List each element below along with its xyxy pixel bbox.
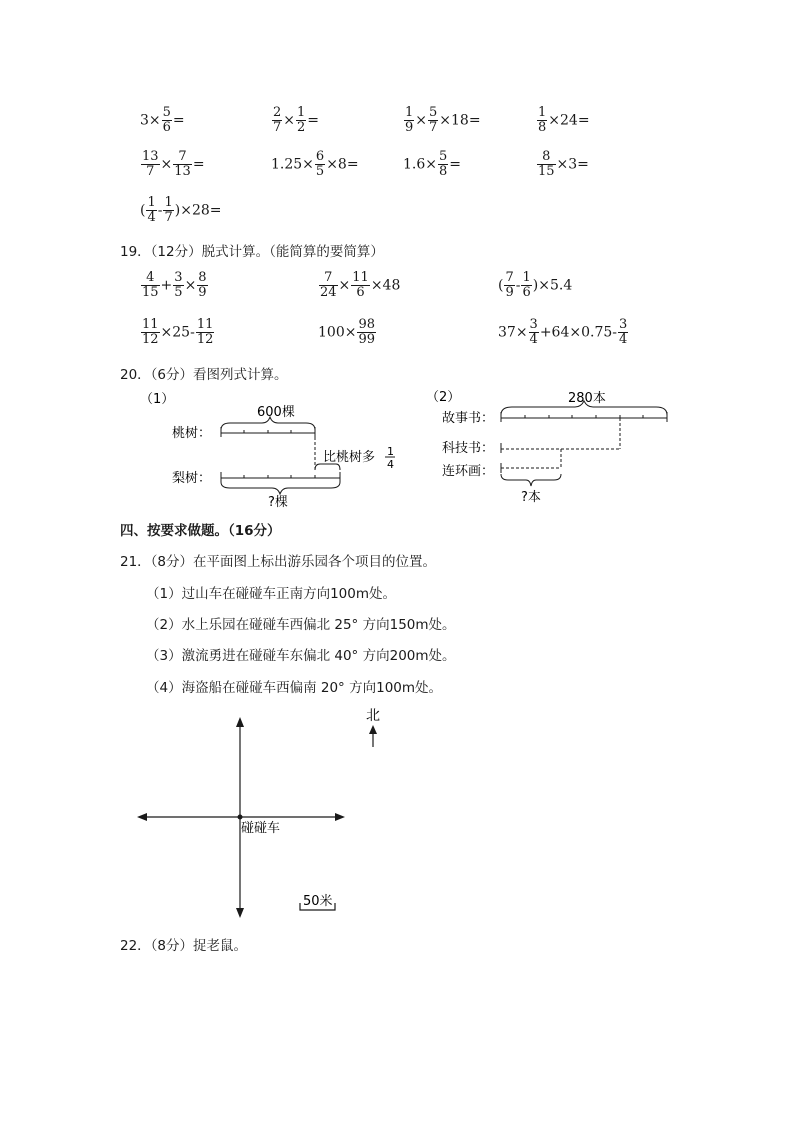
q20-part1-compare-num: 1 [387, 445, 394, 458]
q21-map [0, 695, 794, 925]
axis-arrow-up [236, 717, 244, 727]
q20-part1-row2-label: 梨树： [172, 471, 212, 486]
q18-item-8: $\frac{8}{15}$ ×3= [538, 149, 589, 179]
north-arrow-head [369, 725, 377, 734]
q18-item-3: $\frac{1}{9}$ × $\frac{5}{7}$ ×18= [405, 105, 481, 135]
q20-diagrams [0, 0, 794, 520]
axis-arrow-down [236, 908, 244, 918]
q20-part1-label: （1） [140, 392, 175, 407]
q19-item-1: $\frac{4}{15}$ + $\frac{3}{5}$ × $\frac{8}{9}$ [142, 270, 207, 300]
q20-part2-row1-label: 故事书： [442, 411, 495, 426]
q18-item-5: $\frac{13}{7}$ × $\frac{7}{13}$ = [142, 149, 205, 179]
q21-item-4: （4）海盗船在碰碰车西偏南 20° 方向100m处。 [146, 680, 443, 696]
q20-part2-science-bar [501, 443, 620, 468]
q19-item-2: $\frac{7}{24}$ × $\frac{11}{6}$ ×48 [320, 270, 401, 300]
axis-arrow-left [137, 813, 147, 821]
q20-part1-compare-den: 4 [387, 458, 394, 471]
q21-item-3: （3）激流勇进在碰碰车东偏北 40° 方向200m处。 [146, 648, 456, 664]
q20-part2-bottom-brace [501, 474, 561, 486]
q20-part2-comic-bar [501, 463, 561, 473]
q20-part2-row2-label: 科技书： [442, 441, 495, 456]
q22-title: 22．（8分）捉老鼠。 [120, 938, 248, 954]
q18-item-6: 1.25× $\frac{6}{5}$ ×8= [271, 149, 359, 179]
q20-part2-unknown: ?本 [521, 490, 541, 505]
axis-arrow-right [335, 813, 345, 821]
q20-part2-row3-label: 连环画： [442, 464, 495, 479]
q21-item-1: （1）过山车在碰碰车正南方向100m处。 [146, 586, 397, 602]
q20-part2-story-bar [501, 412, 667, 449]
q20-part1-top-amount: 600棵 [257, 405, 295, 420]
q20-part1-pear-bar [221, 472, 340, 482]
q21-item-2: （2）水上乐园在碰碰车西偏北 25° 方向150m处。 [146, 617, 456, 633]
north-label: 北 [366, 708, 380, 724]
q20-part1-compare: 比桃树多 [323, 450, 376, 465]
scale-label: 50米 [303, 894, 333, 909]
q19-item-3: ( $\frac{7}{9}$ - $\frac{1}{6}$ )×5.4 [498, 270, 573, 300]
q19-item-6: 37× $\frac{3}{4}$ +64×0.75- $\frac{3}{4}$ [498, 317, 628, 347]
q19-item-5: 100× $\frac{98}{99}$ [318, 317, 375, 347]
q20-part1-row1-label: 桃树： [172, 426, 212, 441]
q20-part2-label: （2） [426, 390, 461, 405]
q21-title: 21．（8分）在平面图上标出游乐园各个项目的位置。 [120, 554, 437, 570]
q20-part1-unknown: ?棵 [268, 495, 288, 510]
q18-item-1: 3× $\frac{5}{6}$ = [140, 105, 185, 135]
q19-title: 19．（12分）脱式计算。（能简算的要简算） [120, 244, 384, 260]
q20-part1-peach-bar [221, 427, 315, 470]
q20-part1-bottom-brace [221, 482, 340, 494]
center-label: 碰碰车 [241, 821, 281, 836]
section4-title: 四、按要求做题。（16分） [120, 523, 281, 539]
q18-item-4: $\frac{1}{8}$ ×24= [538, 105, 590, 135]
q20-part2-top-amount: 280本 [568, 391, 606, 406]
q20-title: 20．（6分）看图列式计算。 [120, 367, 288, 383]
q18-item-2: $\frac{2}{7}$ × $\frac{1}{2}$ = [273, 105, 320, 135]
q19-item-4: $\frac{11}{12}$ ×25- $\frac{11}{12}$ [142, 317, 214, 347]
center-point [238, 815, 243, 820]
q18-item-7: 1.6× $\frac{5}{8}$ = [403, 149, 462, 179]
q18-item-9: ( $\frac{1}{4}$ - $\frac{1}{7}$ )×28= [140, 195, 222, 225]
